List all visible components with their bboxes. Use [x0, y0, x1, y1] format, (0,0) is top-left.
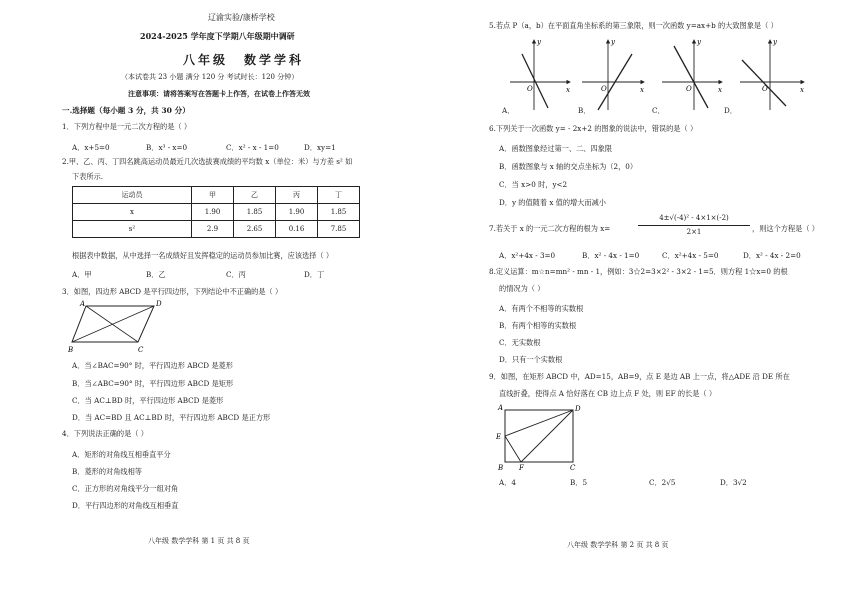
axis-y-label: y — [537, 38, 541, 46]
axis-y-label: y — [611, 38, 615, 46]
q4-option-c[interactable]: C．正方形的对角线平分一组对角 — [72, 484, 179, 493]
q9-stem-cont: 直线折叠，使得点 A 恰好落在 CB 边上点 F 处，则 EF 的长是（ ） — [499, 389, 717, 398]
q3-stem: 3．如图，四边形 ABCD 是平行四边形，下列结论中不正确的是（ ） — [62, 287, 283, 296]
table-cell: 1.85 — [234, 204, 276, 221]
exam-notice: 注意事项：请将答案写在答题卡上作答，在试卷上作答无效 — [128, 89, 310, 98]
q7-option-b[interactable]: B．x² - 4x - 1=0 — [582, 251, 640, 260]
axis-x-label: x — [640, 86, 644, 94]
q9-option-d[interactable]: D．3√2 — [720, 478, 747, 487]
label-b: B — [498, 464, 504, 472]
q7-option-a[interactable]: A．x²+4x - 3=0 — [499, 251, 556, 260]
q9-stem: 9．如图，在矩形 ABCD 中，AD=15，AB=9，点 E 是边 AB 上一点，将△ADE 沿 DE 所在 — [489, 372, 790, 381]
label-e: E — [496, 433, 502, 441]
q9-option-b[interactable]: B．5 — [570, 478, 588, 487]
origin-label: O — [686, 85, 692, 93]
q5-graphs — [508, 36, 828, 114]
axis-x-label: x — [800, 86, 804, 94]
q4-option-b[interactable]: B．菱形的对角线相等 — [72, 467, 142, 476]
q1-option-b[interactable]: B．x³ - x=0 — [146, 143, 188, 152]
q9-option-a[interactable]: A．4 — [499, 478, 516, 487]
q7-denominator: 2×1 — [686, 228, 702, 236]
q4-stem: 4．下列说法正确的是（ ） — [62, 429, 148, 438]
q2-stem-cont: 下表所示. — [72, 172, 104, 181]
page-footer-right: 八年级 数学学科 第 2 页 共 8 页 — [567, 541, 669, 549]
q5-option-b[interactable]: B． — [578, 106, 591, 115]
q1-option-a[interactable]: A．x+5=0 — [72, 143, 110, 152]
q5-option-a[interactable]: A． — [502, 106, 515, 115]
table-row — [73, 187, 360, 204]
label-b: B — [68, 346, 74, 354]
q3-option-b[interactable]: B．当∠ABC=90° 时，平行四边形 ABCD 是矩形 — [72, 379, 234, 388]
q6-option-d[interactable]: D．y 的值随着 x 值的增大而减小 — [499, 198, 606, 207]
origin-label: O — [527, 85, 533, 93]
parallelogram-figure — [68, 298, 168, 356]
q2-option-c[interactable]: C．丙 — [226, 270, 246, 279]
exam-info: （本试卷共 23 小题 满分 120 分 考试时长：120 分钟） — [121, 73, 299, 81]
table-row — [73, 221, 360, 238]
table-cell: 丙 — [276, 187, 318, 204]
subject-label: 数学学科 — [244, 53, 305, 67]
q6-stem: 6.下列关于一次函数 y= - 2x+2 的图象的说法中，错误的是（ ） — [489, 124, 698, 133]
axis-y-label: y — [773, 38, 777, 46]
q8-stem-cont: 的情况为（ ） — [499, 284, 545, 293]
q6-option-a[interactable]: A．函数图象经过第一、二、四象限 — [499, 144, 613, 153]
graph-c — [662, 38, 722, 110]
axis-y-label: y — [697, 38, 701, 46]
table-cell: s² — [73, 221, 192, 238]
section-title: 一.选择题（每小题 3 分，共 30 分） — [62, 106, 190, 115]
q4-option-a[interactable]: A．矩形的对角线互相垂直平分 — [72, 450, 171, 459]
label-d: D — [575, 405, 581, 413]
q8-stem: 8.定义运算：m☆n=mn² - mn - 1，例如：3☆2=3×2² - 3×2 - 1=5．则方程 1☆x=0 的根 — [489, 267, 788, 276]
q9-option-c[interactable]: C．2√5 — [649, 478, 676, 487]
q8-option-b[interactable]: B．有两个相等的实数根 — [499, 321, 577, 330]
q6-option-b[interactable]: B．函数图象与 x 轴的交点坐标为（2，0） — [499, 162, 638, 171]
table-cell: 运动员 — [73, 187, 192, 204]
q5-option-d[interactable]: D． — [724, 106, 737, 115]
axis-x-label: x — [718, 86, 722, 94]
table-cell: 1.90 — [192, 204, 234, 221]
q2-after: 根据表中数据，从中选择一名成绩好且发挥稳定的运动员参加比赛，应该选择（ ） — [72, 251, 334, 260]
graph-d — [740, 38, 804, 110]
table-cell: 乙 — [234, 187, 276, 204]
label-d: D — [156, 300, 162, 308]
q1-option-c[interactable]: C．x² - x - 1=0 — [226, 143, 279, 152]
table-cell: x — [73, 204, 192, 221]
q3-option-a[interactable]: A．当∠BAC=90° 时，平行四边形 ABCD 是菱形 — [72, 361, 233, 370]
q6-option-c[interactable]: C．当 x>0 时，y<2 — [499, 180, 568, 189]
label-c: C — [138, 346, 144, 354]
q5-stem: 5.若点 P（a，b）在平面直角坐标系的第三象限，则一次函数 y=ax+b 的大致图象是（ ） — [489, 21, 778, 30]
table-cell: 1.90 — [276, 204, 318, 221]
table-row — [73, 204, 360, 221]
origin-label: O — [601, 85, 607, 93]
grade-label: 八年级 — [183, 53, 229, 67]
school-name: 辽渝实验/康桥学校 — [208, 13, 275, 22]
rectangle-fold-figure — [494, 402, 590, 474]
table-cell: 2.9 — [192, 221, 234, 238]
fraction-bar — [638, 225, 750, 226]
q7-numerator: 4±√(-4)² - 4×1×(-2) — [659, 214, 729, 222]
label-a: A — [498, 404, 504, 412]
q8-option-d[interactable]: D．只有一个实数根 — [499, 355, 563, 364]
q8-option-c[interactable]: C．无实数根 — [499, 338, 541, 347]
origin-label: O — [762, 85, 768, 93]
q3-option-c[interactable]: C．当 AC⊥BD 时，平行四边形 ABCD 是菱形 — [72, 396, 224, 405]
q7-option-d[interactable]: D．x² - 4x - 2=0 — [743, 251, 801, 260]
q7-stem-end: ，则这个方程是（ ） — [752, 224, 819, 233]
q8-option-a[interactable]: A．有两个不相等的实数根 — [499, 304, 584, 313]
q2-stem: 2.甲、乙、丙、丁四名跳高运动员最近几次选拔赛成绩的平均数 x（单位：米）与方差 s² 如 — [62, 157, 353, 166]
q1-stem: 1．下列方程中是一元二次方程的是（ ） — [62, 122, 192, 131]
page-footer-left: 八年级 数学学科 第 1 页 共 8 页 — [148, 537, 250, 545]
label-a: A — [80, 300, 86, 308]
q2-data-table — [72, 186, 360, 238]
q7-stem: 7.若关于 x 的一元二次方程的根为 x= — [489, 224, 611, 233]
label-c: C — [570, 464, 576, 472]
q2-option-d[interactable]: D．丁 — [304, 270, 325, 279]
table-cell: 2.65 — [234, 221, 276, 238]
q3-option-d[interactable]: D．当 AC=BD 且 AC⊥BD 时，平行四边形 ABCD 是正方形 — [72, 413, 271, 422]
q2-option-b[interactable]: B．乙 — [146, 270, 166, 279]
q1-option-d[interactable]: D．xy=1 — [304, 143, 336, 152]
exam-title: 2024-2025 学年度下学期八年级期中调研 — [140, 31, 295, 41]
q5-option-c[interactable]: C． — [652, 106, 665, 115]
q2-option-a[interactable]: A．甲 — [72, 270, 92, 279]
table-cell: 甲 — [192, 187, 234, 204]
table-cell: 7.85 — [318, 221, 360, 238]
q7-option-c[interactable]: C．x²+4x - 5=0 — [662, 251, 719, 260]
label-f: F — [519, 464, 524, 472]
table-cell: 丁 — [318, 187, 360, 204]
axis-x-label: x — [566, 86, 570, 94]
table-cell: 1.85 — [318, 204, 360, 221]
table-cell: 0.16 — [276, 221, 318, 238]
graph-b — [582, 38, 644, 110]
q4-option-d[interactable]: D．平行四边形的对角线互相垂直 — [72, 501, 179, 510]
graph-a — [510, 38, 570, 110]
